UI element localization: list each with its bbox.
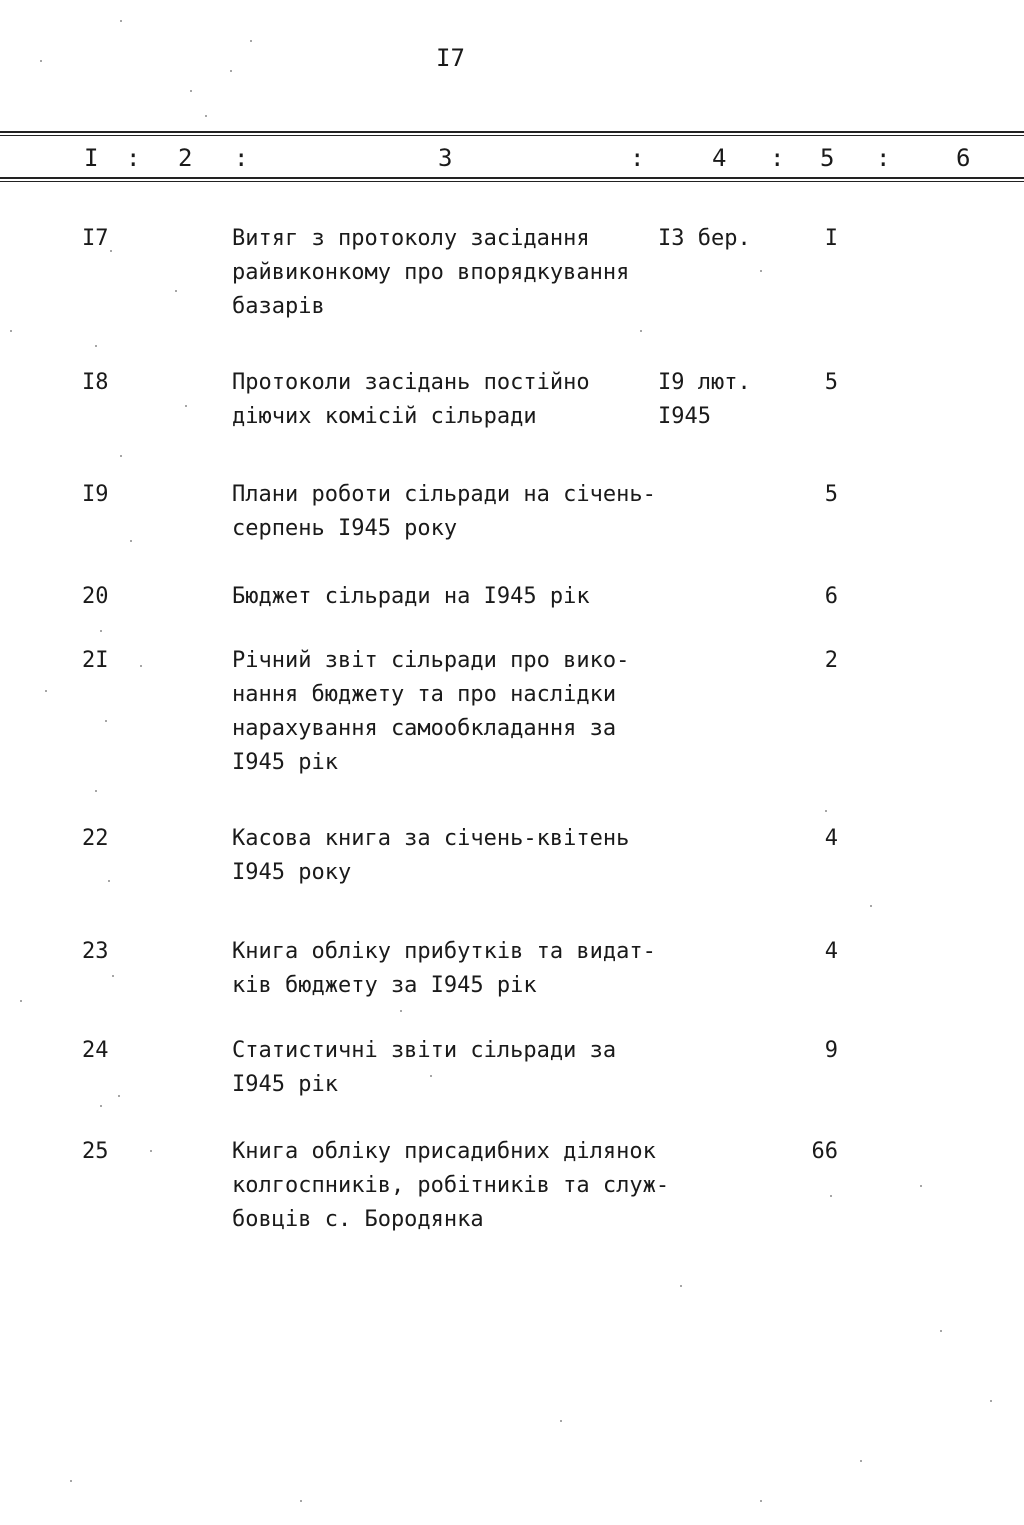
row-title (232, 1135, 669, 1237)
paper-speck (10, 330, 12, 332)
header-separator: : (876, 144, 891, 172)
row-number: 25 (82, 1139, 109, 1164)
row-title-line: Бюджет сільради на I945 рік (232, 584, 590, 609)
paper-speck (45, 690, 47, 692)
row-title-line: базарів (232, 294, 325, 319)
paper-speck (990, 1400, 992, 1402)
paper-speck (185, 405, 187, 407)
row-number: 23 (82, 939, 109, 964)
row-date (658, 366, 751, 434)
row-title-line: колгоспників, робітників та служ- (232, 1173, 670, 1198)
row-date-line: I945 (658, 404, 711, 429)
paper-speck (680, 1285, 682, 1287)
row-title-line: Касова книга за січень-квітень (232, 826, 630, 851)
header-separator: : (630, 144, 645, 172)
paper-speck (760, 270, 762, 272)
row-sheet-count: 66 (811, 1139, 838, 1164)
paper-speck (130, 540, 132, 542)
header-col-5: 5 (820, 144, 835, 172)
row-date (658, 222, 751, 256)
paper-speck (400, 1010, 402, 1012)
paper-speck (118, 1095, 120, 1097)
header-bottom-rule-thin (0, 181, 1024, 182)
row-title-line: нання бюджету та про наслідки (232, 682, 617, 707)
row-title-line: Витяг з протоколу засідання (232, 226, 590, 251)
paper-speck (108, 880, 110, 882)
paper-speck (40, 60, 42, 62)
row-title (232, 935, 656, 1003)
paper-speck (100, 630, 102, 632)
paper-speck (105, 720, 107, 722)
paper-speck (95, 790, 97, 792)
paper-speck (920, 1185, 922, 1187)
row-title-line: бовців с. Бородянка (232, 1207, 484, 1232)
row-title-line: райвиконкому про впорядкування (232, 260, 630, 285)
paper-speck (940, 1330, 942, 1332)
row-date-line: I3 бер. (658, 226, 751, 251)
paper-speck (860, 1460, 862, 1462)
row-title-line: Протоколи засідань постійно (232, 370, 590, 395)
row-sheet-count: 5 (824, 482, 838, 507)
row-title-line: Статистичні звіти сільради за (232, 1038, 617, 1063)
row-title-line: I945 року (232, 860, 352, 885)
paper-speck (760, 1500, 762, 1502)
row-title-line: I945 рік (232, 1072, 338, 1097)
paper-speck (100, 1105, 102, 1107)
paper-speck (120, 455, 122, 457)
paper-speck (250, 40, 252, 42)
paper-speck (150, 1150, 152, 1152)
row-title-line: Річний звіт сільради про вико- (232, 648, 630, 673)
paper-speck (870, 905, 872, 907)
row-title-line: нарахування самообкладання за (232, 716, 617, 741)
row-title-line: I945 рік (232, 750, 338, 775)
header-col-4: 4 (712, 144, 727, 172)
row-title-line: ків бюджету за I945 рік (232, 973, 537, 998)
row-sheet-count: 9 (824, 1038, 838, 1063)
row-number: I9 (82, 482, 109, 507)
row-sheet-count: 4 (824, 826, 838, 851)
row-title (232, 222, 629, 324)
paper-speck (175, 290, 177, 292)
paper-speck (230, 70, 232, 72)
header-col-1: I (84, 144, 99, 172)
row-title (232, 478, 656, 546)
row-title (232, 366, 590, 434)
paper-speck (640, 330, 642, 332)
header-bottom-rule (0, 177, 1024, 179)
row-number: 24 (82, 1038, 109, 1063)
row-title-line: Плани роботи сільради на січень- (232, 482, 656, 507)
header-col-3: 3 (438, 144, 453, 172)
header-col-6: 6 (956, 144, 971, 172)
row-sheet-count: I (824, 226, 838, 251)
paper-speck (20, 1000, 22, 1002)
paper-speck (120, 20, 122, 22)
page-number: I7 (436, 44, 465, 72)
row-title (232, 822, 629, 890)
paper-speck (110, 250, 112, 252)
row-title-line: Книга обліку прибутків та видат- (232, 939, 656, 964)
row-title-line: серпень I945 року (232, 516, 458, 541)
paper-speck (430, 1075, 432, 1077)
row-sheet-count: 6 (824, 584, 838, 609)
header-top-rule-thin (0, 135, 1024, 136)
row-number: I7 (82, 226, 109, 251)
row-number: 2I (82, 648, 109, 673)
row-title-line: діючих комісій сільради (232, 404, 537, 429)
header-col-2: 2 (178, 144, 193, 172)
paper-speck (70, 1480, 72, 1482)
paper-speck (205, 115, 207, 117)
paper-speck (95, 345, 97, 347)
row-number: I8 (82, 370, 109, 395)
paper-speck (112, 975, 114, 977)
row-title (232, 644, 629, 780)
paper-speck (560, 1420, 562, 1422)
row-title (232, 580, 590, 614)
header-separator: : (126, 144, 141, 172)
row-number: 22 (82, 826, 109, 851)
row-date-line: I9 лют. (658, 370, 751, 395)
row-sheet-count: 5 (824, 370, 838, 395)
paper-speck (190, 90, 192, 92)
row-title (232, 1034, 616, 1102)
row-number: 20 (82, 584, 109, 609)
row-title-line: Книга обліку присадибних ділянок (232, 1139, 656, 1164)
header-separator: : (234, 144, 249, 172)
header-separator: : (770, 144, 785, 172)
paper-speck (140, 665, 142, 667)
header-top-rule (0, 131, 1024, 133)
paper-speck (830, 1195, 832, 1197)
row-sheet-count: 2 (824, 648, 838, 673)
row-sheet-count: 4 (824, 939, 838, 964)
paper-speck (300, 1500, 302, 1502)
paper-speck (825, 810, 827, 812)
